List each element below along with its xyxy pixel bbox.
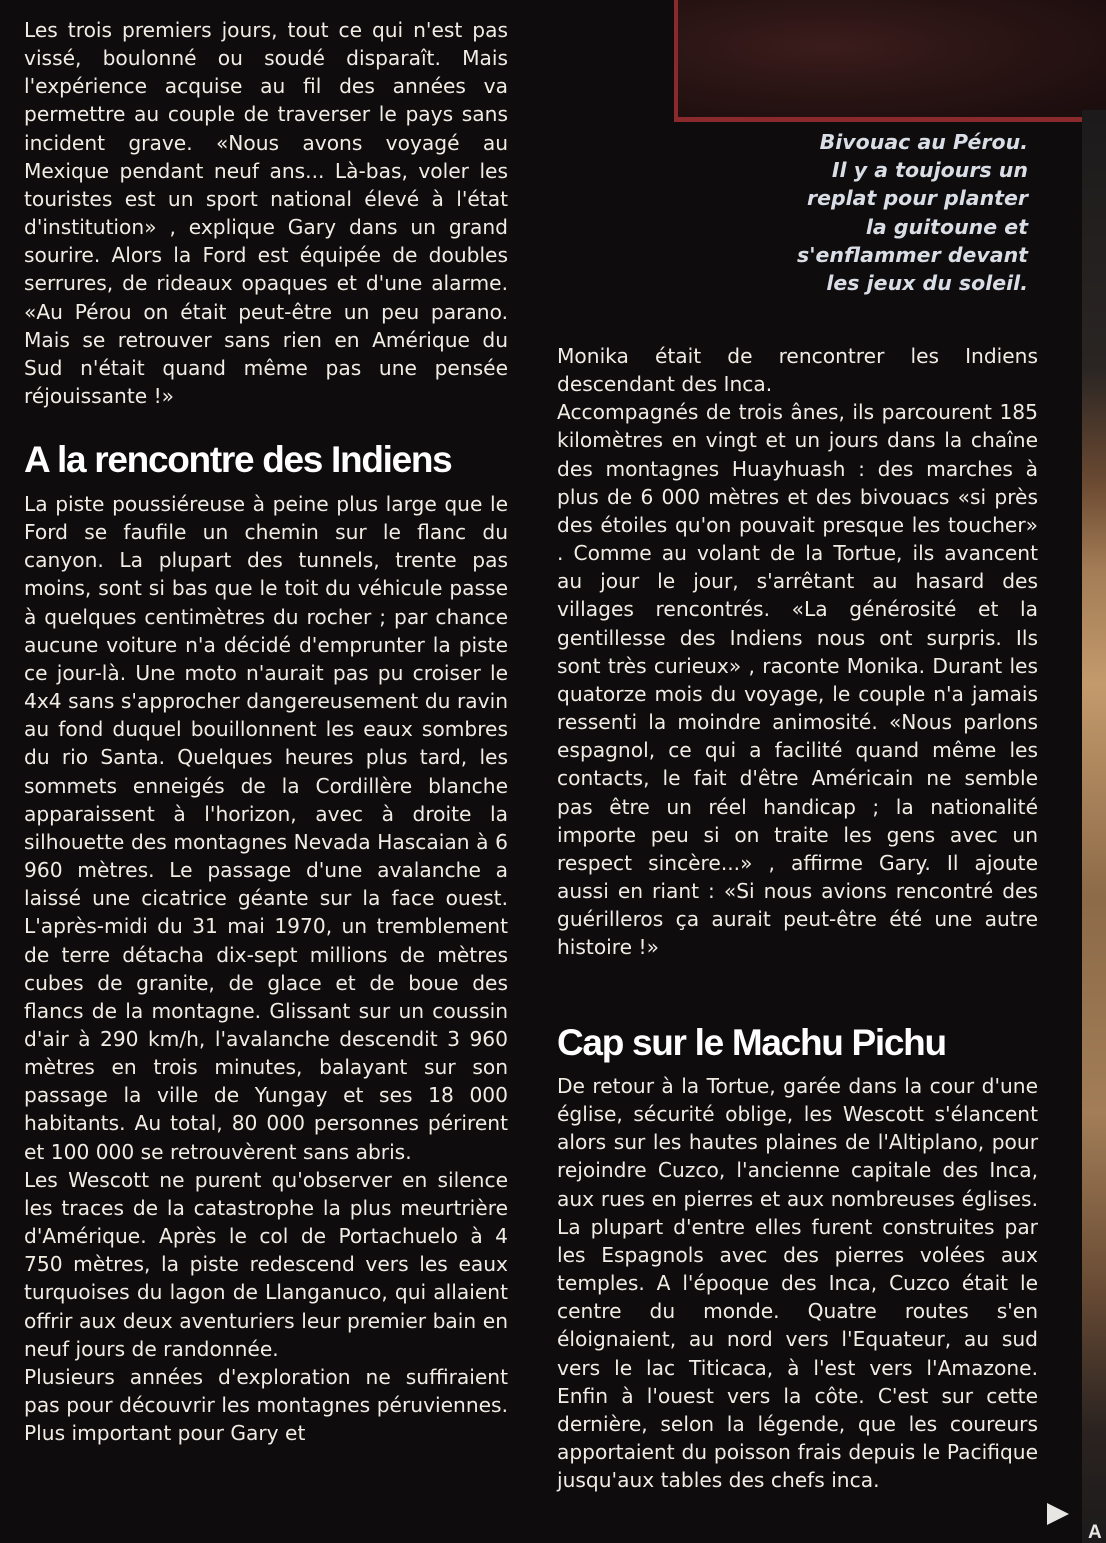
caption-line: les jeux du soleil. xyxy=(826,271,1028,296)
caption-line: la guitoune et xyxy=(865,214,1028,239)
section-heading-machu-pichu: Cap sur le Machu Pichu xyxy=(557,1022,946,1063)
paragraph: La piste poussiéreuse à peine plus large que le Ford se faufile un chemin sur le flanc du canyon. La plupart des tunnels, trente pas moins, sont si bas que le toit du véhicule passe à quelques centimètres du rocher ; par chance aucune voiture n'a décidé d'emprunter la piste ce jour-là. Une moto n'aurait pas pu croiser le 4x4 sans s'approcher dangereusement du ravin au fond duquel bouillonnent les eaux sombres du rio Santa. Quelques heures plus tard, les sommets enneigés de la Cordillère blanche apparaissent à l'horizon, avec à droite la silhouette des montagnes Nevada Hascaian à 6 960 mètres. Le passage d'une avalanche a laissé une cicatrice géante sur la face ouest. L'après-midi du 31 mai 1970, un tremblement de terre détacha dix-sept millions de mètres cubes de granite, de glace et de boue des flancs de la montagne. Glissant sur un coussin d'air à 290 km/h, l'avalanche descendit 3 960 mètres en trois minutes, balayant sur son passage la ville de Yungay et ses 18 000 habitants. Au total, 80 000 personnes périrent et 100 000 se retrouvèrent sans abris. xyxy=(24,492,508,1164)
right-column-text-top xyxy=(557,342,1038,961)
photo-bivouac xyxy=(674,0,1106,122)
paragraph: De retour à la Tortue, garée dans la cour d'une église, sécurité oblige, les Wescott s'élancent alors sur les hautes plaines de l'Altiplano, pour rejoindre Cuzco, l'ancienne capitale des Inca, aux rues en pierres et aux nombreuses églises. La plupart d'entre elles furent construites par les Espagnols avec des pierres volées aux temples. A l'époque des Inca, Cuzco était le centre du monde. Quatre routes s'en éloignaient, au nord vers l'Equateur, au sud vers le lac Titicaca, à l'est vers l'Amazone. Enfin à l'ouest vers la côte. C'est sur cette dernière, selon la légende, que les coureurs apportaient du poisson frais depuis le Pacifique jusqu'aux tables des chefs inca. xyxy=(557,1074,1038,1493)
caption-line: Il y a toujours un xyxy=(831,158,1028,183)
caption-line: s'enflammer devant xyxy=(797,242,1028,267)
paragraph: Monika était de rencontrer les Indiens descendant des Inca. xyxy=(557,344,1038,397)
left-column-text-bottom xyxy=(24,490,508,1447)
caption-line: replat pour planter xyxy=(806,186,1028,211)
right-column-text-bottom xyxy=(557,1072,1038,1494)
photo-edge-strip xyxy=(1082,110,1106,1543)
edge-letter: A xyxy=(1088,1522,1102,1543)
paragraph: Les Wescott ne purent qu'observer en silence les traces de la catastrophe la plus meurtrière d'Amérique. Après le col de Portachuelo à 4 750 mètres, la piste redescend vers les eaux turquoises du lagon de Llanganuco, qui allaient offrir aux deux aventuriers leur premier bain en neuf jours de randonnée. xyxy=(24,1167,508,1361)
section-heading-indiens: A la rencontre des Indiens xyxy=(24,439,452,480)
caption-line: Bivouac au Pérou. xyxy=(819,130,1028,154)
left-column-text-top xyxy=(24,16,508,410)
paragraph: Accompagnés de trois ânes, ils parcourent 185 kilomètres en vingt et un jours dans la chaîne des montagnes Huayhuash : des marches à plus de 6 000 mètres et des bivouacs «si près des étoiles qu'on pouvait presque les toucher» . Comme au volant de la Tortue, ils avancent au jour le jour, s'arrêtant au hasard des villages rencontrés. «La générosité et la gentillesse des Indiens nous ont surpris. Ils sont très curieux» , raconte Monika. Durant les quatorze mois du voyage, le couple n'a jamais ressenti la moindre animosité. «Nous parlons espagnol, ce qui a facilité quand même les contacts, le fait d'être Américain ne semble pas être un réel handicap ; la nationalité importe peu si on traite les gens avec un respect sincère...» , affirme Gary. Il ajoute aussi en riant : «Si nous avions rencontré des guérilleros ça aurait peut-être été une autre histoire !» xyxy=(557,400,1038,960)
paragraph: Les trois premiers jours, tout ce qui n'est pas vissé, boulonné ou soudé disparaît. Mais l'expérience acquise au fil des années va permettre au couple de traverser le pays sans incident grave. «Nous avons voyagé au Mexique pendant neuf ans... Là-bas, voler les touristes est un sport national élevé à l'état d'institution» , explique Gary dans un grand sourire. Alors la Ford est équipée de doubles serrures, de rideaux opaques et d'une alarme. «Au Pérou on était peut-être un peu parano. Mais se retrouver sans rien en Amérique du Sud n'était quand même pas une pensée réjouissante !» xyxy=(24,18,508,409)
triangle-right-icon xyxy=(1047,1503,1069,1525)
paragraph: Plusieurs années d'exploration ne suffiraient pas pour découvrir les montagnes péruviennes. Plus important pour Gary et xyxy=(24,1364,508,1446)
photo-caption xyxy=(760,128,1028,297)
